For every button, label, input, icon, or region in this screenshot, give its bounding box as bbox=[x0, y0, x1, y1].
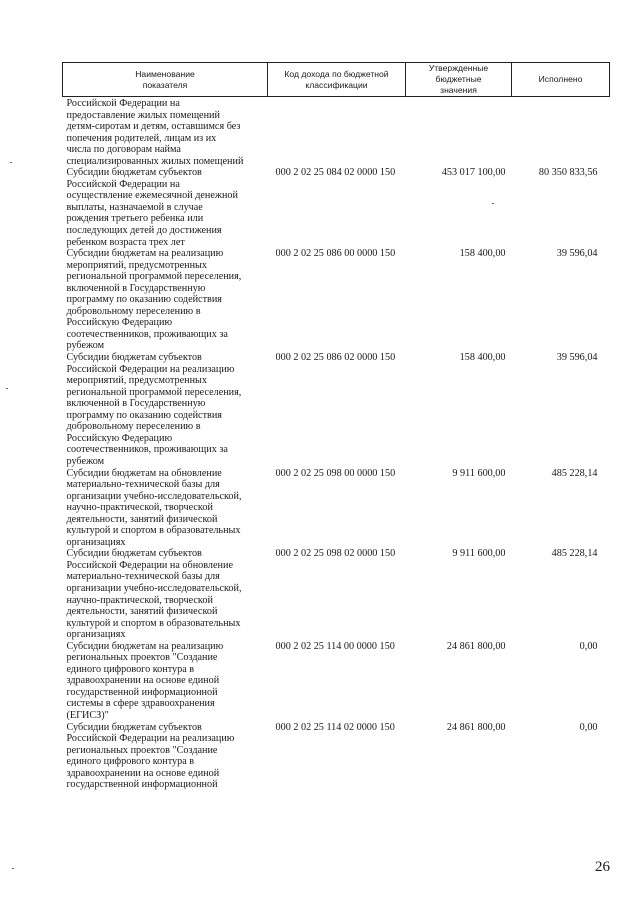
approved-value: 9 911 600,00 bbox=[452, 548, 506, 560]
table-body bbox=[63, 97, 610, 791]
table-row bbox=[63, 722, 610, 791]
indicator-name: Субсидии бюджетам на реализацию мероприятий, предусмотренных региональной программой переселения, включенной в Государственную программу по оказанию содействия добровольному переселению в Российскую Федерацию соотечественников, проживающих за рубежом bbox=[66, 248, 242, 352]
executed-value: 39 596,04 bbox=[556, 352, 598, 364]
income-code: 000 2 02 25 086 02 0000 150 bbox=[275, 352, 396, 364]
income-code: 000 2 02 25 084 02 0000 150 bbox=[275, 167, 396, 179]
page-number: 26 bbox=[595, 859, 610, 875]
table-row-continuation bbox=[63, 97, 610, 168]
executed-value: 0,00 bbox=[579, 721, 598, 733]
table-row bbox=[63, 641, 610, 722]
header-name: Наименование показателя bbox=[63, 63, 268, 97]
indicator-name: Субсидии бюджетам на обновление материально-технической базы для организации учебно-исследовательской, научно-практической, творческой деятельности, занятий физической культурой и спортом в образовательных организациях bbox=[66, 467, 242, 548]
approved-value: 158 400,00 bbox=[459, 248, 506, 260]
executed-value: 80 350 833,56 bbox=[538, 167, 598, 179]
executed-value: 485 228,14 bbox=[551, 467, 598, 479]
approved-value: 453 017 100,00 bbox=[441, 167, 506, 179]
indicator-name: Субсидии бюджетам субъектов Российской Федерации на обновление материально-технической базы для организации учебно-исследовательской, научно-практической, творческой деятельности, занятий физической культурой и спортом в образовательных организациях bbox=[66, 548, 242, 641]
table-row bbox=[63, 548, 610, 640]
approved-value: 24 861 800,00 bbox=[446, 721, 506, 733]
budget-table bbox=[62, 62, 610, 791]
executed-value: 39 596,04 bbox=[556, 248, 598, 260]
indicator-name: Субсидии бюджетам субъектов Российской Федерации на осуществление ежемесячной денежной выплаты, назначаемой в случае рождения третьего ребенка или последующих детей до достижения ребенком возраста трех лет bbox=[66, 167, 238, 248]
scan-speck bbox=[492, 203, 494, 204]
scan-speck bbox=[6, 388, 8, 389]
income-code: 000 2 02 25 098 02 0000 150 bbox=[275, 548, 396, 560]
approved-value: 158 400,00 bbox=[459, 352, 506, 364]
approved-value: 9 911 600,00 bbox=[452, 467, 506, 479]
executed-value: 0,00 bbox=[579, 640, 598, 652]
income-code: 000 2 02 25 086 00 0000 150 bbox=[275, 248, 396, 260]
table-row bbox=[63, 167, 610, 248]
table-row bbox=[63, 468, 610, 549]
indicator-name: Субсидии бюджетам субъектов Российской Федерации на реализацию мероприятий, предусмотренных региональной программой переселения, включенной в Государственную программу по оказанию содействия добровольному переселению в Российскую Федерацию соотечественников, проживающих за рубежом bbox=[66, 352, 242, 467]
income-code: 000 2 02 25 098 00 0000 150 bbox=[275, 467, 396, 479]
scan-speck bbox=[10, 162, 12, 163]
header-approved: Утвержденные бюджетные значения bbox=[406, 63, 512, 97]
header-executed: Исполнено bbox=[512, 63, 610, 97]
executed-value: 485 228,14 bbox=[551, 548, 598, 560]
income-code: 000 2 02 25 114 00 0000 150 bbox=[275, 640, 395, 652]
table-header bbox=[63, 63, 610, 97]
table-row bbox=[63, 248, 610, 352]
income-code: 000 2 02 25 114 02 0000 150 bbox=[275, 721, 395, 733]
table-row bbox=[63, 352, 610, 467]
header-code: Код дохода по бюджетной классификации bbox=[268, 63, 406, 97]
approved-value: 24 861 800,00 bbox=[446, 640, 506, 652]
indicator-name: Субсидии бюджетам на реализацию региональных проектов "Создание единого цифрового контура в здравоохранении на основе единой государственной информационной системы в сфере здравоохранения (ЕГИСЗ)" bbox=[66, 640, 224, 721]
indicator-name: Российской Федерации на предоставление жилых помещений детям-сиротам и детям, оставшимся без попечения родителей, лицам из их числа по договорам найма специализированных жилых помещений bbox=[66, 98, 244, 167]
scan-speck bbox=[12, 868, 14, 869]
indicator-name: Субсидии бюджетам субъектов Российской Федерации на реализацию региональных проектов "Создание единого цифрового контура в здравоохранении на основе единой государственной информационной bbox=[66, 721, 235, 791]
